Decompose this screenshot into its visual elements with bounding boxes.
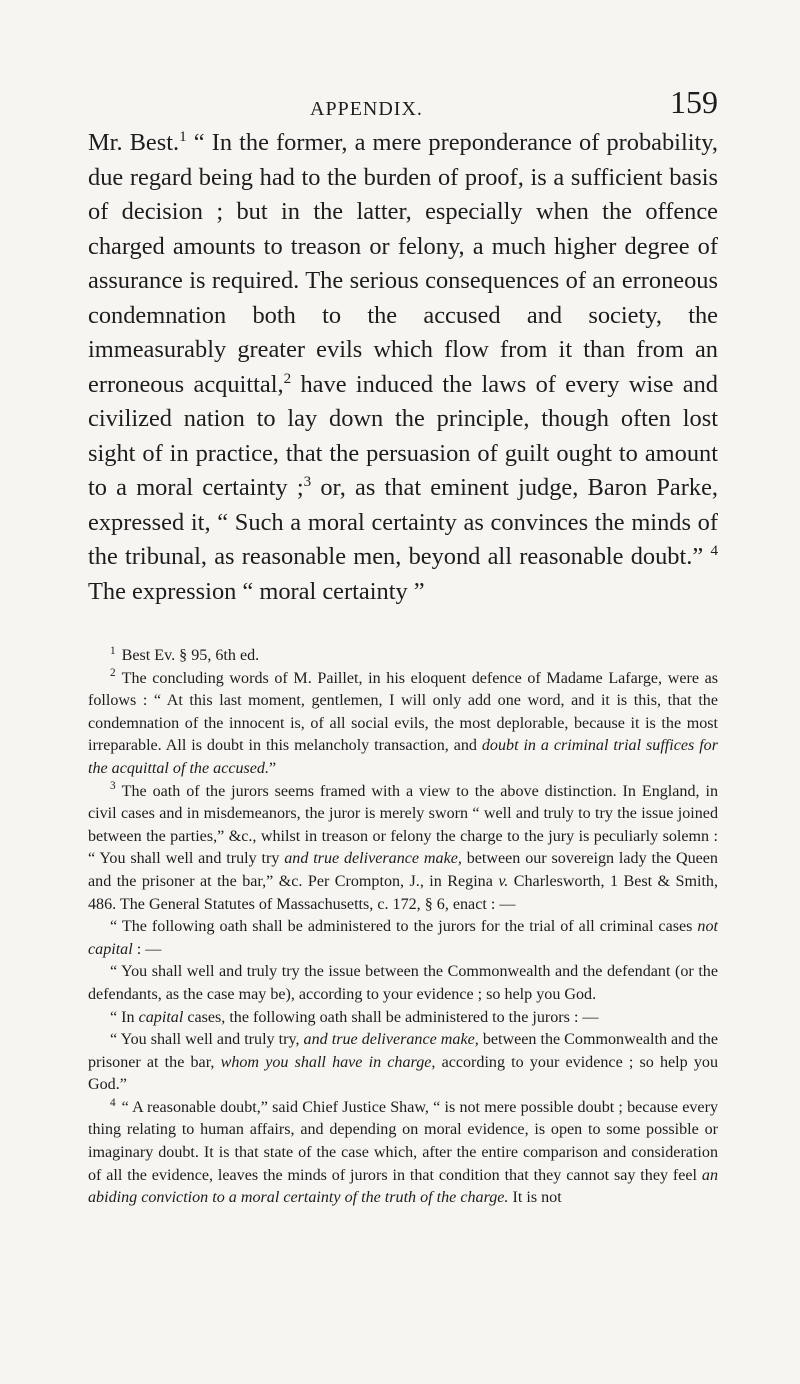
footnote-ref-4: 4 (710, 542, 718, 559)
footnote-italic: and true deliverance make, (284, 850, 462, 868)
footnote-text: between our sovereign lady the Queen and the prisoner at the bar,” &c. Per Crompton, J., in Regina (88, 850, 718, 890)
footnote-ref-3: 3 (303, 473, 312, 490)
footnote-number: 4 (110, 1096, 116, 1109)
running-head (88, 84, 718, 124)
footnote-ref-1: 1 (179, 128, 187, 145)
footnote-text: The oath of the jurors seems framed with a view to the above distinction. In England, in civil cases and in misdemeanors, the juror is merely sworn “ well and truly to try the issue joined between the parties,” &c., whilst in treason or felony the charge to the jury is peculiarly solemn : “ You shall well and truly try (88, 782, 718, 868)
footnote-text: The concluding words of M. Paillet, in his eloquent defence of Madame Lafarge, were as follows : “ At this last moment, gentlemen, I will only add one word, and it is this, that the condemnation of the innocent is, of all social evils, the most deplorable, because it is the most irreparable. All is doubt in this melancholy transaction, and (88, 669, 718, 755)
footnote-number: 1 (110, 644, 116, 657)
footnote-4 (88, 1097, 718, 1210)
footnote-text: ” (269, 759, 277, 777)
footnote-text: “ In (110, 1008, 139, 1026)
footnote-3-quote (88, 1029, 718, 1097)
footnote-3-quote (88, 961, 718, 1006)
footnote-italic: not capital (88, 918, 718, 958)
body-text-part: Mr. Best. (88, 129, 180, 156)
body-text-part: “ In the former, a mere preponderance of probability, due regard being had to the burden of proof, is a sufficient basis of decision ; but in the latter, especially when the offence charged amounts to treason or felony, a much higher degree of assurance is required. The serious consequences of an erroneous condemnation both to the accused and society, the immeasurably greater evils which flow from it than from an erroneous acquittal, (88, 129, 718, 398)
footnote-text: according to your evidence ; so help you God.” (88, 1053, 718, 1094)
footnote-3 (88, 781, 718, 917)
footnote-italic: v. (498, 872, 509, 890)
footnote-ref-2: 2 (283, 370, 292, 387)
body-text-part: have induced the laws of every wise and civilized nation to lay down the principle, though often lost sight of in practice, that the persuasion of guilt ought to amount to a moral certainty ; (88, 370, 718, 501)
footnote-text: It is not (508, 1189, 562, 1207)
footnote-2 (88, 668, 718, 781)
footnote-text: “ You shall well and truly try, (110, 1031, 304, 1049)
body-text-part: or, as that eminent judge, Baron Parke, expressed it, “ Such a moral certainty as convinces the minds of the tribunal, as reasonable men, beyond all reasonable doubt.” (88, 474, 718, 570)
footnote-italic: an abiding conviction to a moral certainty of the truth of the charge. (88, 1166, 718, 1207)
footnote-1 (88, 645, 718, 668)
footnote-text: cases, the following oath shall be administered to the jurors : — (183, 1008, 599, 1026)
footnote-text: between the Commonwealth and the prisoner at the bar, (88, 1031, 718, 1071)
body-text-part: The expression “ moral certainty ” (88, 577, 425, 605)
running-head-title: APPENDIX. (310, 98, 423, 120)
footnote-3-quote (88, 1007, 718, 1030)
footnote-italic: and true deliverance make, (303, 1031, 479, 1049)
footnote-text: : — (132, 940, 162, 958)
main-paragraph (88, 126, 718, 609)
footnote-italic: whom you shall have in charge, (220, 1053, 436, 1071)
footnote-italic: doubt in a criminal trial suffices for the acquittal of the accused. (88, 737, 718, 777)
footnote-text: “ You shall well and truly try the issue between the Commonwealth and the defendant (or the defendants, as the case may be), according to your evidence ; so help you God. (88, 963, 718, 1003)
footnote-number: 3 (110, 780, 116, 793)
footnote-text: “ The following oath shall be administered to the jurors for the trial of all criminal cases (110, 918, 698, 936)
footnotes (88, 645, 718, 1210)
footnote-text: “ A reasonable doubt,” said Chief Justice Shaw, “ is not mere possible doubt ; because every thing relating to human affairs, and depending on moral evidence, is open to some possible or imaginary doubt. It is that state of the case which, after the entire comparison and consideration of all the evidence, leaves the minds of jurors in that condition that they cannot say they feel (88, 1098, 718, 1184)
footnote-number: 2 (110, 667, 116, 680)
page-number: 159 (670, 84, 718, 120)
footnote-3-quote (88, 916, 718, 961)
footnote-text: Best Ev. § 95, 6th ed. (121, 647, 260, 664)
footnote-text: Charlesworth, 1 Best & Smith, 486. The General Statutes of Massachusetts, c. 172, § 6, enact : — (88, 872, 718, 913)
footnote-italic: capital (138, 1008, 184, 1026)
